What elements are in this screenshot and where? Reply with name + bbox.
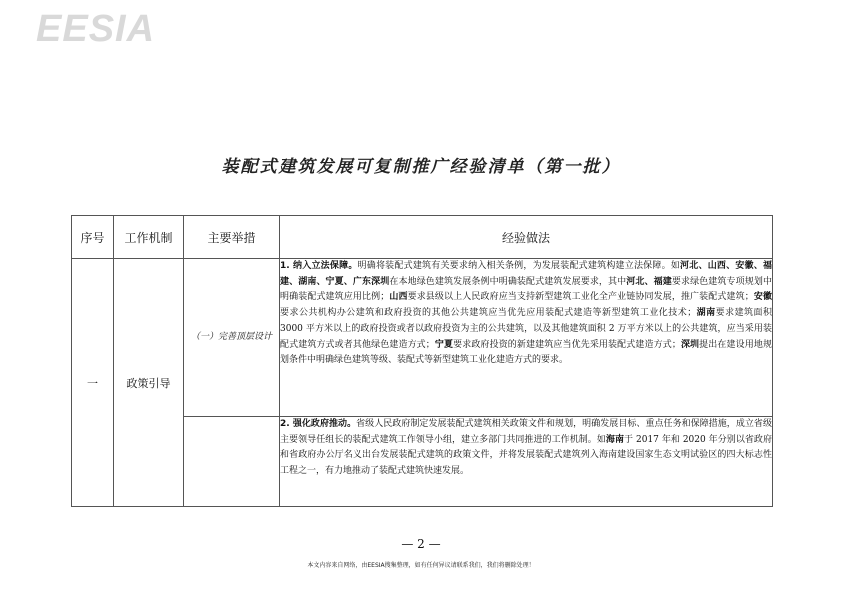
practice-1-text: 要求县级以上人民政府应当支持新型建筑工业化全产业链协同发展，推广装配式建筑； [407, 292, 754, 303]
practice-2-text: 于 2017 年和 2020 年分别以省政府和省政府办公厅名义出台发展装配式建筑的政策文件，并将发展装配式建筑列入海南建设国家生态文明试验区的四大标志性工程之一，有力地推动了装配式建筑快速发展。 [280, 434, 772, 477]
practice-paragraph-2 [280, 417, 773, 507]
practice-2-region: 海南 [605, 434, 625, 445]
header-measure: 主要举措 [184, 216, 280, 259]
row-mechanism: 政策引导 [114, 259, 184, 507]
practice-1-text: 明确将装配式建筑有关要求纳入相关条例，为发展装配式建筑构建立法保障。如 [357, 261, 681, 271]
practice-1-text: 要求绿色建筑专项规划中明确装配式建筑应用比例； [280, 276, 772, 303]
document-title: 装配式建筑发展可复制推广经验清单（第一批） [221, 157, 621, 177]
row-measure-continued [184, 417, 280, 507]
header-mechanism: 工作机制 [114, 216, 184, 259]
practice-2-text: 省级人民政府制定发展装配式建筑相关政策文件和规划，明确发展目标、重点任务和保障措施，成立省级主要领导任组长的装配式建筑工作领导小组，建立多部门共同推进的工作机制。如 [280, 419, 772, 445]
practice-1-text: 要求建筑面积 3000 平方米以上的政府投资或者以政府投资为主的公共建筑，以及其他建筑面积 2 万平方米以上的公共建筑，应当采用装配式建筑方式或者其他绿色建造方式； [280, 308, 772, 350]
practice-1-text: 在本地绿色建筑发展条例中明确装配式建筑发展要求，其中 [389, 276, 627, 287]
footer-disclaimer: 本文内容来自网络，由EESIA搜集整理，如有任何异议请联系我们，我们将删除处理！ [307, 562, 535, 569]
practice-1-regions: 河北、山西、安徽、福建、湖南、宁夏、广东深圳 [280, 261, 772, 287]
practice-1-region: 宁夏 [434, 339, 454, 350]
table-row [72, 259, 773, 417]
table-header-row [72, 216, 773, 259]
practice-1-region: 河北、福建 [626, 276, 672, 287]
header-index: 序号 [72, 216, 114, 259]
practice-1-text: 要求政府投资的新建建筑应当优先采用装配式建造方式； [453, 339, 681, 350]
experience-table [71, 215, 773, 507]
practice-1-region: 安徽 [753, 292, 772, 303]
practice-paragraph-1 [280, 259, 773, 417]
practice-2-heading: 2. 强化政府推动。 [280, 419, 357, 429]
practice-1-region: 湖南 [696, 308, 716, 319]
practice-1-region: 深圳 [680, 339, 700, 350]
practice-1-text: 要求公共机构办公建筑和政府投资的其他公共建筑应当优先应用装配式建造等新型建筑工业化技术； [280, 308, 697, 319]
eesia-logo: EESIA [36, 8, 156, 50]
page-number: — 2 — [401, 537, 441, 551]
header-practice: 经验做法 [280, 216, 773, 259]
practice-1-heading: 1. 纳入立法保障。 [280, 261, 358, 271]
row-measure: （一）完善顶层设计 [184, 259, 280, 417]
practice-1-region: 山西 [389, 292, 408, 303]
practice-1-text: 提出在建设用地规划条件中明确绿色建筑等级、装配式等新型建筑工业化建造方式的要求。 [280, 339, 772, 366]
row-index: 一 [72, 259, 114, 507]
